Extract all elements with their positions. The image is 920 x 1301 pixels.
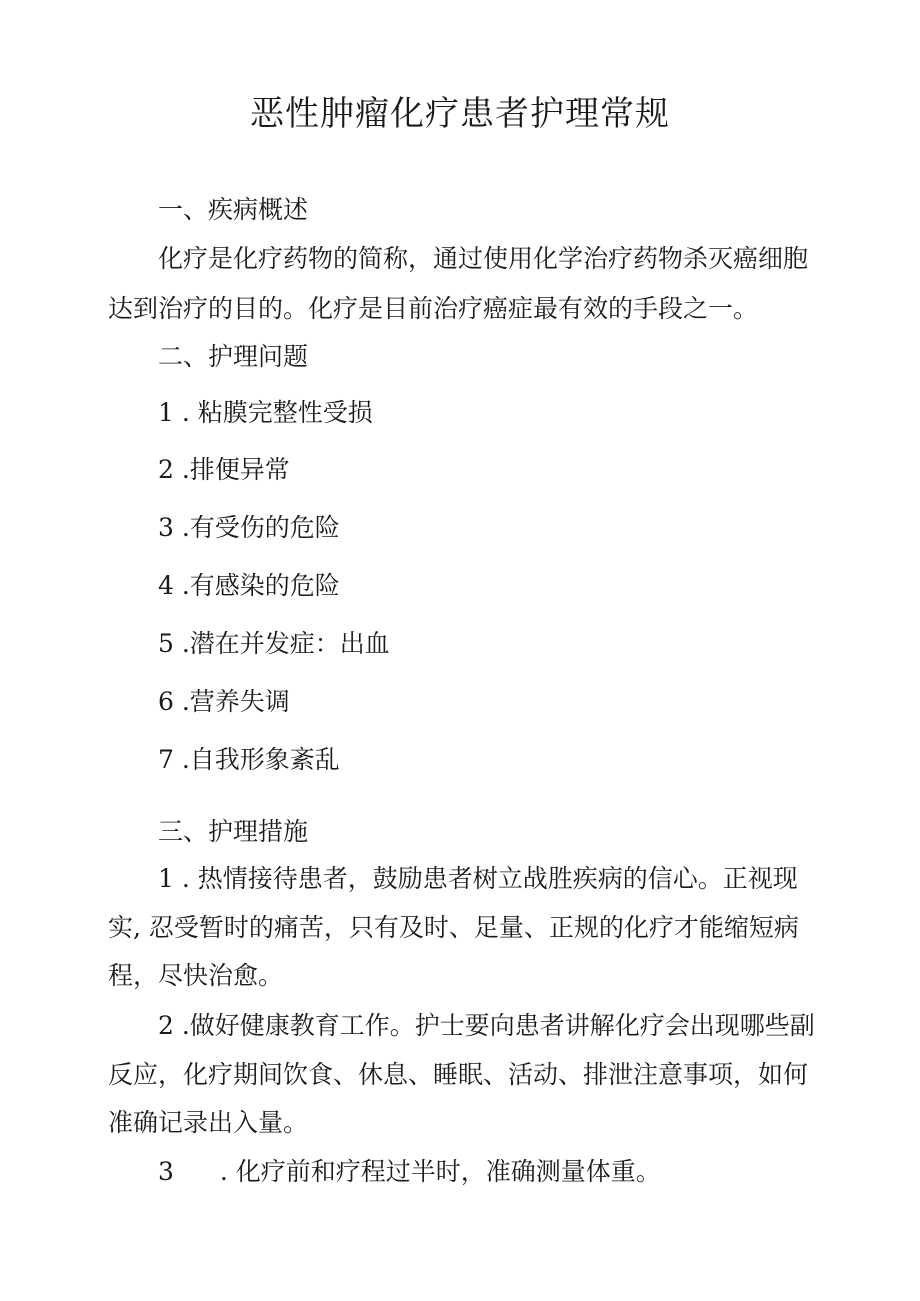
measure-1-line-3: 程，尽快治愈。	[108, 961, 284, 990]
nursing-problem-item: 4 .有感染的危险	[158, 571, 340, 600]
measure-1-line-2: 实, 忍受暂时的痛苦，只有及时、足量、正规的化疗才能缩短病	[108, 913, 799, 942]
measure-3-number: 3	[158, 1157, 174, 1186]
nursing-problem-item: 5 .潜在并发症：出血	[158, 629, 390, 658]
overview-paragraph-line-2: 达到治疗的目的。化疗是目前治疗癌症最有效的手段之一。	[108, 294, 759, 323]
overview-paragraph-line-1: 化疗是化疗药物的简称，通过使用化学治疗药物杀灭癌细胞	[158, 244, 809, 273]
document-title: 恶性肿瘤化疗患者护理常规	[250, 94, 670, 134]
section-heading-overview: 一、疾病概述	[158, 195, 309, 224]
nursing-problem-item: 7 .自我形象紊乱	[158, 745, 340, 774]
nursing-problem-item: 6 .营养失调	[158, 687, 290, 716]
section-heading-nursing-problems: 二、护理问题	[158, 342, 309, 371]
nursing-problem-item: 2 .排便异常	[158, 455, 290, 484]
measure-3-line	[158, 1155, 661, 1189]
measure-2-line-1: 2 .做好健康教育工作。护士要向患者讲解化疗会出现哪些副	[158, 1011, 815, 1040]
nursing-problem-item: 3 .有受伤的危险	[158, 513, 340, 542]
measure-1-line-1: 1 . 热情接待患者，鼓励患者树立战胜疾病的信心。正视现	[158, 864, 798, 893]
section-heading-nursing-measures: 三、护理措施	[158, 817, 309, 846]
nursing-problem-item: 1 . 粘膜完整性受损	[158, 398, 373, 427]
measure-3-text: . 化疗前和疗程过半时，准确测量体重。	[219, 1157, 661, 1186]
measure-2-line-2: 反应，化疗期间饮食、休息、睡眠、活动、排泄注意事项，如何	[108, 1060, 809, 1089]
measure-2-line-3: 准确记录出入量。	[108, 1108, 309, 1137]
